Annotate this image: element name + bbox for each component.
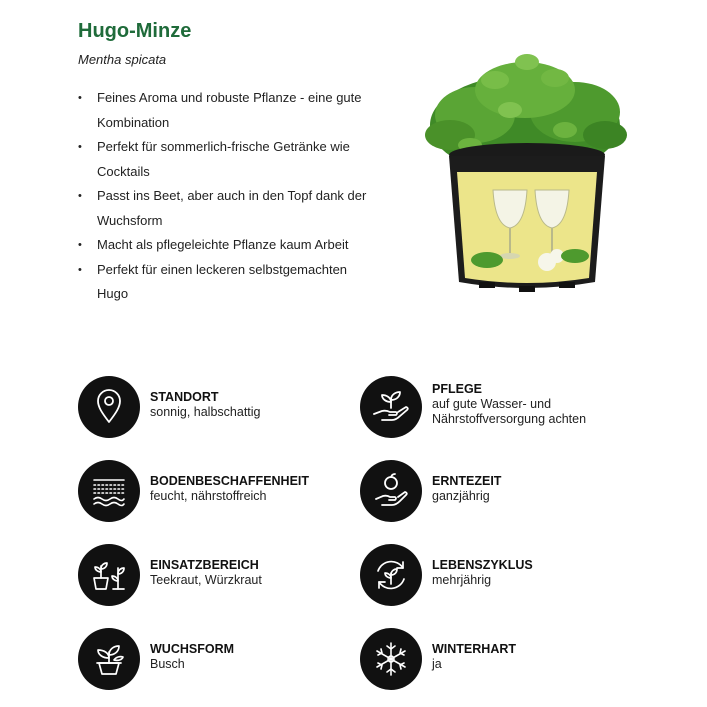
plant-pot	[449, 143, 605, 292]
bullet-item: • Macht als pflegeleichte Pflanze kaum Arbeit	[78, 233, 378, 258]
feature-label: BODENBESCHAFFENHEIT	[150, 474, 310, 488]
feature-value: mehrjährig	[432, 573, 492, 587]
hand-fruit-icon	[360, 460, 422, 522]
feature-label: STANDORT	[150, 390, 219, 404]
bullet-item: • Perfekt für sommerlich-frische Getränke wie Cocktails	[78, 135, 378, 184]
feature-value: sonnig, halbschattig	[150, 405, 261, 419]
cycle-sprout-icon	[360, 544, 422, 606]
feature-label: PFLEGE	[432, 382, 483, 396]
feature-label: EINSATZBEREICH	[150, 558, 259, 572]
product-image	[415, 50, 640, 300]
bullet-item: • Passt ins Beet, aber auch in den Topf dank der Wuchsform	[78, 184, 378, 233]
feature-value: ja	[432, 657, 442, 671]
potted-bush-icon	[78, 628, 140, 690]
botanical-name: Mentha spicata	[78, 52, 167, 67]
feature-bodenbeschaffenheit	[78, 460, 378, 524]
feature-value: Teekraut, Würzkraut	[150, 573, 262, 587]
feature-label: WINTERHART	[432, 642, 517, 656]
location-pin-icon	[78, 376, 140, 438]
snowflake-icon	[360, 628, 422, 690]
product-title: Hugo-Minze	[78, 20, 192, 42]
feature-label: ERNTEZEIT	[432, 474, 502, 488]
soil-layers-icon	[78, 460, 140, 522]
feature-value: Nährstoffversorgung achten	[432, 412, 587, 426]
feature-lebenszyklus	[360, 544, 660, 608]
feature-bullet-list	[78, 86, 378, 307]
feature-wuchsform	[78, 628, 378, 692]
feature-label: WUCHSFORM	[150, 642, 235, 656]
feature-standort	[78, 376, 378, 440]
feature-einsatzbereich	[78, 544, 378, 608]
feature-value: auf gute Wasser- und	[432, 397, 552, 411]
feature-winterhart	[360, 628, 660, 692]
feature-label: LEBENSZYKLUS	[432, 558, 533, 572]
feature-value: feucht, nährstoffreich	[150, 489, 267, 503]
potted-plants-icon	[78, 544, 140, 606]
hand-sprout-icon	[360, 376, 422, 438]
feature-erntezeit	[360, 460, 660, 524]
feature-value: Busch	[150, 657, 185, 671]
feature-value: ganzjährig	[432, 489, 490, 503]
bullet-item: • Perfekt für einen leckeren selbstgemachten Hugo	[78, 258, 378, 307]
feature-pflege	[360, 376, 660, 440]
bullet-item: • Feines Aroma und robuste Pflanze - eine gute Kombination	[78, 86, 378, 135]
